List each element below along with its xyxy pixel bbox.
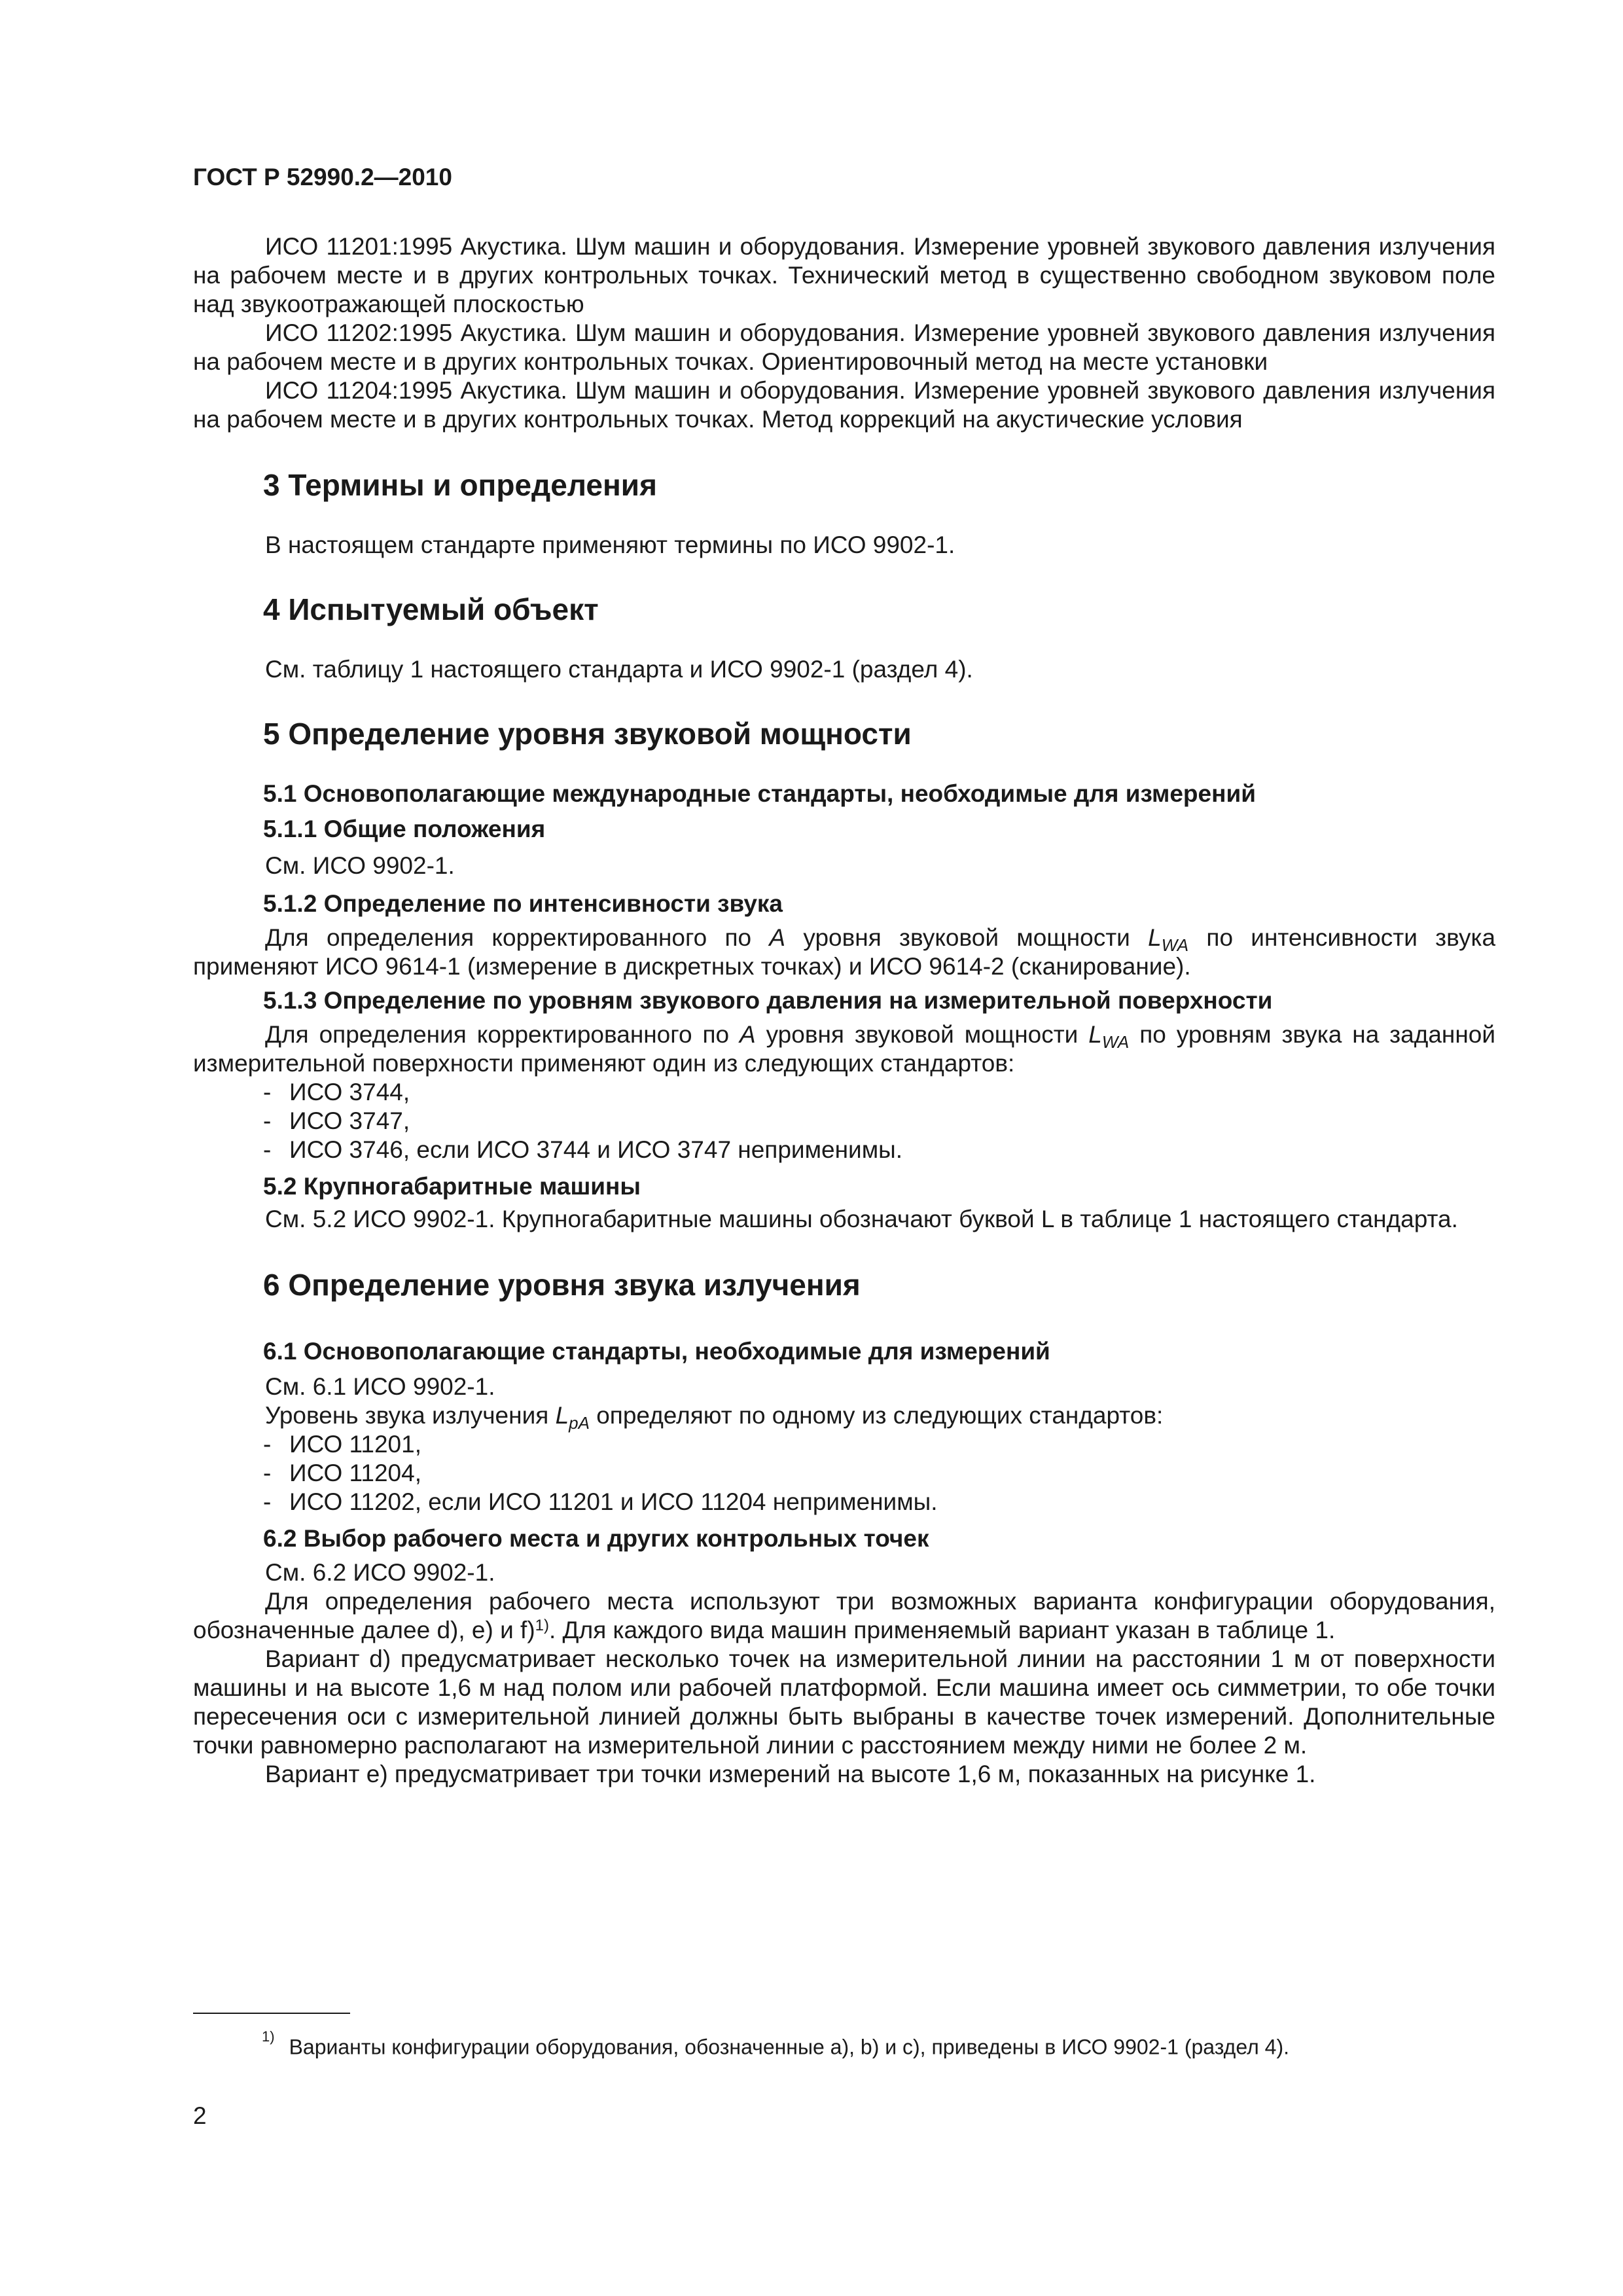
list-item: - ИСО 11202, если ИСО 11201 и ИСО 11204 неприменимы. (263, 1488, 938, 1515)
section-6-2-configurations: Для определения рабочего места используют три возможных варианта конфигурации оборудования, обозначенные далее d), e) и f)$^{1)}$. Для каждого вида машин применяемый вариант указан в таблице 1. (193, 1588, 1495, 1643)
list-item: - ИСО 3747, (263, 1107, 410, 1134)
section-5-1-1-title: 5.1.1 Общие положения (263, 816, 546, 842)
section-3-title: 3 Термины и определения (263, 468, 657, 502)
list-item: - ИСО 11204, (263, 1460, 421, 1486)
section-5-1-1-text: См. ИСО 9902-1. (265, 852, 455, 879)
section-4-title: 4 Испытуемый объект (263, 592, 599, 626)
section-4-text: См. таблицу 1 настоящего стандарта и ИСО 9902-1 (раздел 4). (265, 656, 973, 683)
section-6-2-variant-d: Вариант d) предусматривает несколько точек на измерительной линии на расстоянии 1 м от поверхности машины и на высоте 1,6 м над полом или рабочей платформой. Если машина имеет ось симметрии, то обе точки пересечения оси с измерительной линией должны быть выбраны в качестве точек измерений. Дополнительные точки равномерно располагают на измерительной линии с расстоянием между ними не более 2 м. (193, 1645, 1495, 1759)
section-6-2-variant-e: Вариант e) предусматривает три точки измерений на высоте 1,6 м, показанных на рисунке 1. (265, 1761, 1316, 1787)
section-5-2-title: 5.2 Крупногабаритные машины (263, 1173, 641, 1200)
reference-iso-11201: ИСО 11201:1995 Акустика. Шум машин и оборудования. Измерение уровней звукового давления излучения на рабочем месте и в других контрольных точках. Технический метод в существенно свободном звуковом поле над звукоотражающей плоскостью (193, 233, 1495, 317)
footnote-mark: 1) (262, 2028, 275, 2045)
list-item: - ИСО 11201, (263, 1431, 421, 1458)
section-5-1-2-text: Для определения корректированного по A уровня звуковой мощности $L_{WA}$ по интенсивности звука применяют ИСО 9614-1 (измерение в дискретных точках) и ИСО 9614-2 (сканирование). (193, 924, 1496, 980)
section-5-1-3-text: Для определения корректированного по A уровня звуковой мощности $L_{WA}$ по уровням звука на заданной измерительной поверхности применяют один из следующих стандартов: (193, 1021, 1496, 1077)
footnote (262, 2029, 1289, 2060)
document-header: ГОСТ Р 52990.2—2010 (193, 164, 452, 190)
section-5-title: 5 Определение уровня звуковой мощности (263, 717, 912, 751)
list-item: - ИСО 3746, если ИСО 3744 и ИСО 3747 неприменимы. (263, 1136, 903, 1163)
reference-iso-11202: ИСО 11202:1995 Акустика. Шум машин и оборудования. Измерение уровней звукового давления излучения на рабочем месте и в других контрольных точках. Ориентировочный метод на месте установки (193, 319, 1495, 375)
section-5-1-3-title: 5.1.3 Определение по уровням звукового давления на измерительной поверхности (263, 987, 1273, 1014)
section-3-text: В настоящем стандарте применяют термины по ИСО 9902-1. (265, 531, 955, 558)
footnote-divider (193, 2013, 350, 2014)
section-5-1-2-title: 5.1.2 Определение по интенсивности звука (263, 890, 783, 917)
section-6-2-title: 6.2 Выбор рабочего места и других контрольных точек (263, 1525, 929, 1552)
footnote-text: Варианты конфигурации оборудования, обозначенные a), b) и c), приведены в ИСО 9902-1 (раздел 4). (289, 2035, 1289, 2059)
section-5-1-title: 5.1 Основополагающие международные стандарты, необходимые для измерений (263, 780, 1256, 807)
page-number: 2 (193, 2102, 207, 2129)
section-6-1-intro: Уровень звука излучения $L_{pA}$ определяют по одному из следующих стандартов: (265, 1402, 1164, 1433)
list-item: - ИСО 3744, (263, 1079, 410, 1105)
section-6-1-title: 6.1 Основополагающие стандарты, необходимые для измерений (263, 1338, 1050, 1365)
page-body (193, 232, 1495, 1789)
section-5-2-text: См. 5.2 ИСО 9902-1. Крупногабаритные машины обозначают буквой L в таблице 1 настоящего стандарта. (265, 1206, 1458, 1232)
reference-iso-11204: ИСО 11204:1995 Акустика. Шум машин и оборудования. Измерение уровней звукового давления излучения на рабочем месте и в других контрольных точках. Метод коррекций на акустические условия (193, 377, 1495, 433)
section-6-title: 6 Определение уровня звука излучения (263, 1268, 861, 1302)
section-6-1-text: См. 6.1 ИСО 9902-1. (265, 1373, 495, 1400)
section-6-2-text: См. 6.2 ИСО 9902-1. (265, 1559, 495, 1586)
